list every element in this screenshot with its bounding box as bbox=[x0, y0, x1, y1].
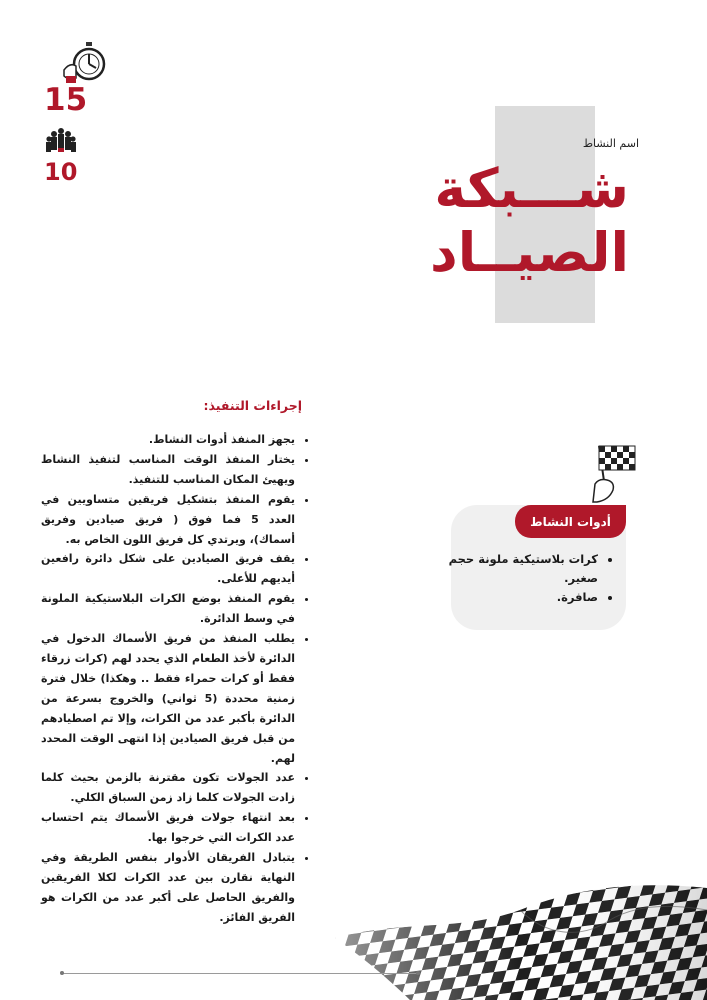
checkered-flag-icon bbox=[585, 440, 645, 505]
tools-list bbox=[428, 550, 612, 607]
procedure-item: • عدد الجولات تكون مقترنة بالزمن بحيث كلما زادت الجولات كلما زاد زمن السباق الكلي. bbox=[41, 768, 295, 808]
tools-header: أدوات النشاط bbox=[515, 505, 626, 538]
footer-divider bbox=[62, 973, 419, 974]
players-icon bbox=[44, 126, 78, 156]
procedures-list bbox=[41, 430, 315, 928]
checkered-flag-decoration bbox=[330, 880, 707, 1000]
stopwatch-icon bbox=[60, 40, 110, 85]
title-line-2: الصيــاد bbox=[430, 221, 629, 284]
procedure-item: • بعد انتهاء جولات فريق الأسماك يتم احتساب عدد الكرات التي خرجوا بها. bbox=[41, 808, 295, 848]
procedure-item: • يجهز المنفذ أدوات النشاط. bbox=[41, 430, 295, 450]
procedure-item: • يتبادل الفريقان الأدوار بنفس الطريقة وفي النهاية نقارن بين عدد الكرات لكلا الفريقين والفريق الحاصل على أكبر عدد من الكرات هو الفريق الفائز. bbox=[41, 848, 295, 928]
procedure-item: • يقف فريق الصيادين على شكل دائرة رافعين أيديهم للأعلى. bbox=[41, 549, 295, 589]
divider-dot bbox=[60, 971, 64, 975]
procedure-item: • يقوم المنفذ بوضع الكرات البلاستيكية الملونة في وسط الدائرة. bbox=[41, 589, 295, 629]
participants-value: 10 bbox=[44, 158, 78, 186]
procedure-item: • يقوم المنفذ بتشكيل فريقين متساويين في العدد 5 فما فوق ( فريق صيادين وفريق أسماك)، ويرتدي كل فريق اللون الخاص به. bbox=[41, 490, 295, 550]
procedures-title: إجراءات التنفيذ: bbox=[203, 398, 302, 413]
title-line-1: شـــبكة bbox=[434, 157, 629, 220]
activity-name-label: اسم النشاط bbox=[582, 137, 639, 150]
procedure-item: • يختار المنفذ الوقت المناسب لتنفيذ النشاط ويهيئ المكان المناسب للتنفيذ. bbox=[41, 450, 295, 490]
tools-item: • صافرة. bbox=[428, 588, 598, 607]
duration-value: 15 bbox=[44, 82, 88, 118]
divider-dot bbox=[416, 971, 420, 975]
procedure-item: • يطلب المنفذ من فريق الأسماك الدخول في الدائرة لأخذ الطعام الذي يحدد لهم (كرات زرقاء فقط أو كرات حمراء فقط .. وهكذا) خلال فترة زمنية محددة (5 ثواني) والخروج بسرعة من الدائرة بأكبر عدد من الكرات، وإلا تم اصطيادهم من قبل فريق الصيادين إذا انتهى الوقت المحدد لهم. bbox=[41, 629, 295, 768]
tools-item: • كرات بلاستيكية ملونة حجم صغير. bbox=[428, 550, 598, 588]
